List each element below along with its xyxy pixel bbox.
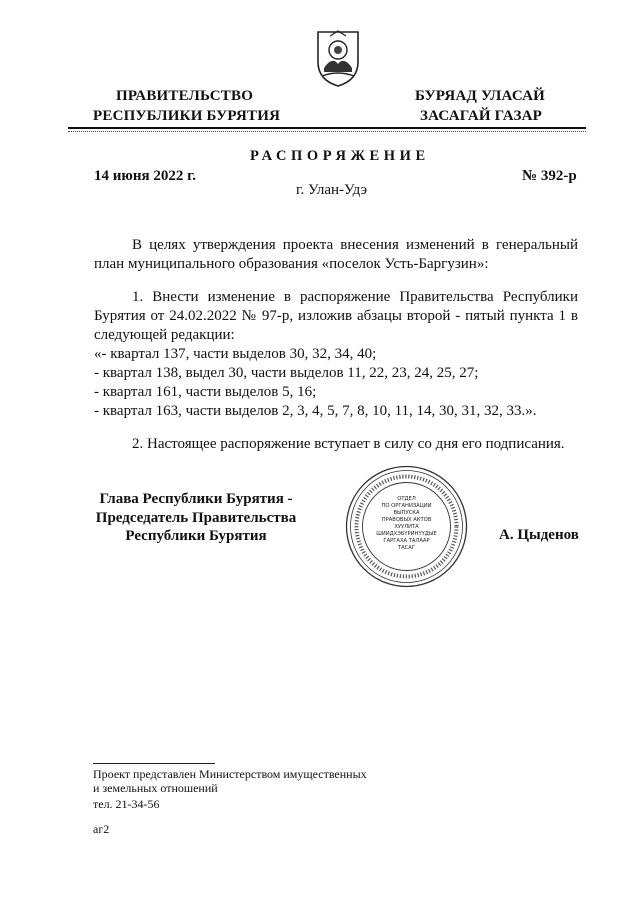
list-item: - квартал 163, части выделов 2, 3, 4, 5, 7, 8, 10, 11, 14, 30, 31, 32, 33.». — [94, 403, 537, 419]
footer-line1: Проект представлен Министерством имущественных — [93, 767, 367, 781]
stamp-text: ТАСАГ — [397, 545, 416, 551]
document-date: 14 июня 2022 г. — [94, 168, 196, 184]
footer-phone: тел. 21-34-56 — [93, 797, 160, 811]
stamp-text: ОТДЕЛ — [397, 496, 416, 502]
stamp-text: ПРАВОВЫХ АКТОВ — [381, 517, 432, 523]
header-right-line1: БУРЯАД УЛАСАЙ — [415, 88, 546, 104]
coat-of-arms-icon — [314, 28, 362, 88]
official-stamp — [344, 464, 469, 589]
stamp-text: ГАРГАХА ТАЛААР — [383, 538, 430, 544]
signatory-title-line1: Глава Республики Бурятия - — [99, 491, 293, 507]
list-item: - квартал 138, выдел 30, части выделов 11, 22, 23, 24, 25, 27; — [94, 365, 479, 381]
header-right-line2: ЗАСАГАЙ ГАЗАР — [420, 108, 542, 124]
list-item: - квартал 161, части выделов 5, 16; — [94, 384, 317, 400]
header-left-line1: ПРАВИТЕЛЬСТВО — [116, 88, 254, 104]
document-city: г. Улан-Удэ — [296, 182, 368, 198]
header-divider-dotted — [68, 131, 586, 132]
header-divider — [68, 127, 586, 129]
signatory-title-line3: Республики Бурятия — [125, 528, 267, 544]
header-left-line2: РЕСПУБЛИКИ БУРЯТИЯ — [93, 108, 281, 124]
signatory-name: А. Цыденов — [499, 527, 579, 543]
document-title: РАСПОРЯЖЕНИЕ — [250, 148, 430, 164]
footnote-divider — [93, 763, 215, 764]
item-2-paragraph: 2. Настоящее распоряжение вступает в силу со дня его подписания. — [132, 436, 565, 452]
list-item: «- квартал 137, части выделов 30, 32, 34, 40; — [94, 346, 377, 362]
stamp-text: ВЫПУСКА — [393, 510, 420, 516]
item-1-paragraph: 1. Внести изменение в распоряжение Правительства Республики Бурятия от 24.02.2022 № 97-р, изложив абзацы второй - пятый пункта 1 в следующей редакции: — [94, 289, 578, 343]
signatory-title-line2: Председатель Правительства — [95, 510, 297, 526]
stamp-text: ШИИДХЭБҮРИНҮҮДЫЕ — [376, 531, 437, 537]
preamble-paragraph: В целях утверждения проекта внесения изменений в генеральный план муниципального образования «поселок Усть-Баргузин»: — [94, 237, 578, 272]
stamp-text: ПО ОРГАНИЗАЦИИ — [381, 503, 432, 509]
stamp-text: ХУУЛИТА — [394, 524, 419, 530]
document-number: № 392-р — [522, 168, 577, 184]
footer-line2: и земельных отношений — [93, 781, 218, 795]
footer-code: аг2 — [93, 822, 110, 836]
